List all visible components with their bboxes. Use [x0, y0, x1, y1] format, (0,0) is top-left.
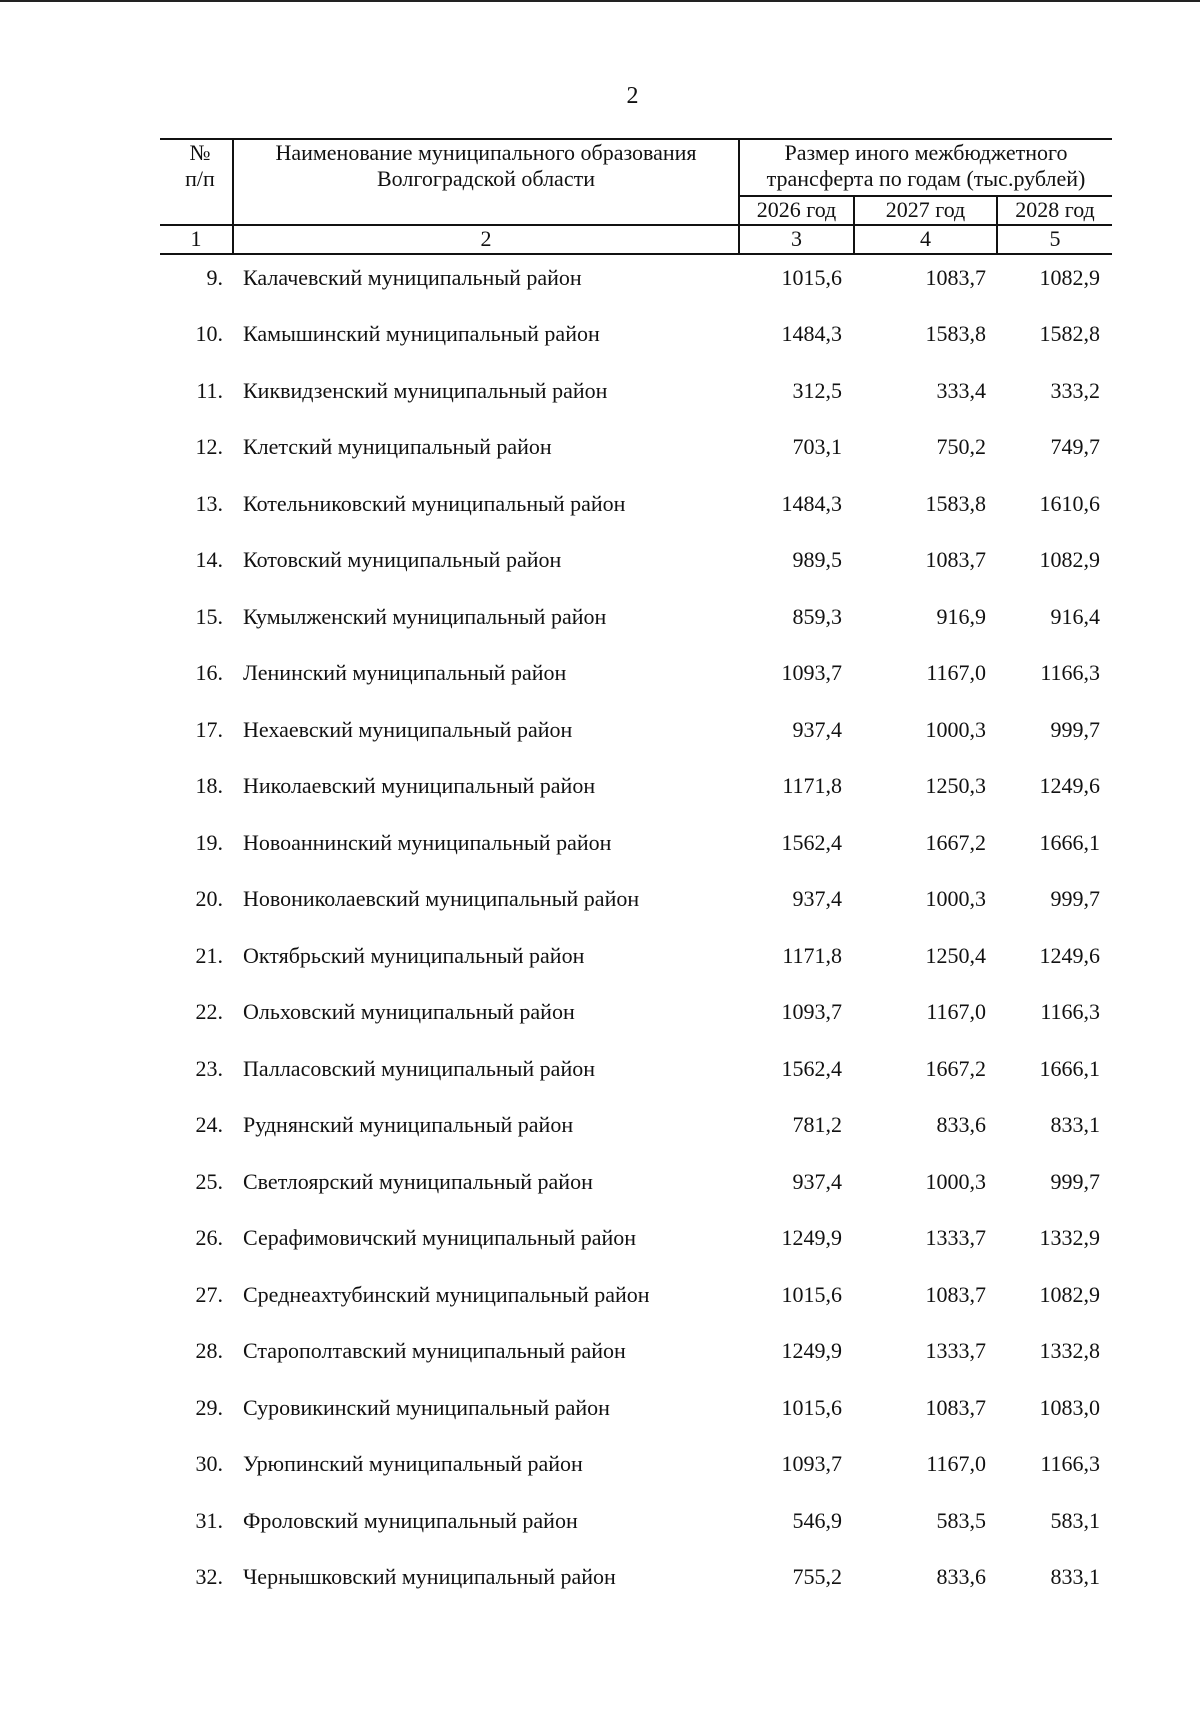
value-2027: 1167,0 [926, 1451, 986, 1476]
table-row [0, 1056, 1200, 1096]
value-2026: 703,1 [792, 434, 842, 459]
row-number: 12. [195, 434, 223, 459]
row-number: 31. [195, 1508, 223, 1533]
municipality-name: Киквидзенский муниципальный район [243, 378, 608, 403]
value-2027: 1667,2 [925, 830, 986, 855]
value-2026: 1171,8 [782, 773, 842, 798]
value-2026: 312,5 [792, 378, 842, 403]
value-2027: 1167,0 [926, 660, 986, 685]
value-2028: 1332,8 [1039, 1338, 1100, 1363]
index-row-bottom-border [160, 253, 1112, 255]
value-2026: 1484,3 [781, 321, 842, 346]
value-2028: 1166,3 [1040, 660, 1100, 685]
value-2026: 1093,7 [781, 1451, 842, 1476]
value-2027: 1000,3 [925, 717, 986, 742]
value-2027: 1000,3 [925, 886, 986, 911]
header-col-num [175, 140, 225, 192]
value-2027: 1083,7 [925, 547, 986, 572]
municipality-name: Камышинский муниципальный район [243, 321, 600, 346]
value-2026: 1562,4 [781, 830, 842, 855]
table-row [0, 1112, 1200, 1152]
value-2028: 999,7 [1050, 1169, 1100, 1194]
value-2027: 1583,8 [925, 321, 986, 346]
header-col-num-line2: п/п [185, 166, 215, 191]
table-row [0, 547, 1200, 587]
value-2027: 833,6 [936, 1112, 986, 1137]
value-2028: 1332,9 [1039, 1225, 1100, 1250]
value-2027: 1250,3 [925, 773, 986, 798]
value-2028: 833,1 [1050, 1564, 1100, 1589]
value-2028: 1249,6 [1039, 773, 1100, 798]
value-2026: 937,4 [792, 1169, 842, 1194]
value-2028: 749,7 [1050, 434, 1100, 459]
value-2026: 781,2 [792, 1112, 842, 1137]
municipality-name: Суровикинский муниципальный район [243, 1395, 610, 1420]
municipality-name: Чернышковский муниципальный район [243, 1564, 616, 1589]
municipality-name: Октябрьский муниципальный район [243, 943, 585, 968]
table-row [0, 378, 1200, 418]
row-number: 9. [206, 265, 223, 290]
value-2026: 937,4 [792, 886, 842, 911]
index-col-2: 2 [480, 226, 492, 251]
municipality-name: Серафимовичский муниципальный район [243, 1225, 637, 1250]
municipality-name: Урюпинский муниципальный район [243, 1451, 583, 1476]
row-number: 16. [195, 660, 223, 685]
value-2027: 1083,7 [925, 1395, 986, 1420]
table-row [0, 434, 1200, 474]
table-row [0, 1395, 1200, 1435]
header-col-transfer-line1: Размер иного межбюджетного [784, 140, 1068, 165]
table-row [0, 886, 1200, 926]
value-2027: 1000,3 [925, 1169, 986, 1194]
row-number: 22. [195, 999, 223, 1024]
row-number: 23. [195, 1056, 223, 1081]
index-col-1: 1 [190, 226, 202, 251]
municipality-name: Ольховский муниципальный район [243, 999, 575, 1024]
row-number: 24. [195, 1112, 223, 1137]
value-2028: 1666,1 [1039, 830, 1100, 855]
table-row [0, 660, 1200, 700]
value-2027: 1333,7 [925, 1338, 986, 1363]
municipality-name: Среднеахтубинский муниципальный район [243, 1282, 650, 1307]
municipality-name: Котельниковский муниципальный район [243, 491, 626, 516]
value-2028: 916,4 [1050, 604, 1100, 629]
row-number: 13. [195, 491, 223, 516]
value-2028: 833,1 [1050, 1112, 1100, 1137]
header-col-name [238, 140, 734, 192]
value-2027: 1333,7 [925, 1225, 986, 1250]
value-2028: 1582,8 [1039, 321, 1100, 346]
table-row [0, 999, 1200, 1039]
value-2028: 999,7 [1050, 717, 1100, 742]
row-number: 21. [195, 943, 223, 968]
table-row [0, 1169, 1200, 1209]
table-row [0, 491, 1200, 531]
value-2028: 1082,9 [1039, 1282, 1100, 1307]
table-row [0, 773, 1200, 813]
index-col-5: 5 [1049, 226, 1061, 251]
row-number: 32. [195, 1564, 223, 1589]
municipality-name: Фроловский муниципальный район [243, 1508, 578, 1533]
row-number: 27. [195, 1282, 223, 1307]
table-row [0, 1451, 1200, 1491]
municipality-name: Палласовский муниципальный район [243, 1056, 595, 1081]
municipality-name: Светлоярский муниципальный район [243, 1169, 593, 1194]
row-number: 30. [195, 1451, 223, 1476]
row-number: 26. [195, 1225, 223, 1250]
row-number: 18. [195, 773, 223, 798]
value-2027: 1250,4 [925, 943, 986, 968]
row-number: 20. [195, 886, 223, 911]
page-number: 2 [626, 83, 639, 109]
table-row [0, 717, 1200, 757]
municipality-name: Котовский муниципальный район [243, 547, 562, 572]
value-2026: 755,2 [792, 1564, 842, 1589]
value-2026: 1015,6 [781, 265, 842, 290]
table-row [0, 1282, 1200, 1322]
table-row [0, 1338, 1200, 1378]
value-2026: 1171,8 [782, 943, 842, 968]
value-2026: 1249,9 [781, 1225, 842, 1250]
municipality-name: Ленинский муниципальный район [243, 660, 567, 685]
table-row [0, 321, 1200, 361]
value-2028: 1082,9 [1039, 547, 1100, 572]
header-year-2026: 2026 год [756, 197, 837, 222]
row-number: 19. [195, 830, 223, 855]
table-row [0, 943, 1200, 983]
value-2028: 1166,3 [1040, 1451, 1100, 1476]
municipality-name: Клетский муниципальный район [243, 434, 552, 459]
value-2027: 916,9 [936, 604, 986, 629]
value-2026: 989,5 [792, 547, 842, 572]
header-col-num-line1: № [189, 140, 211, 165]
header-year-2028: 2028 год [1015, 197, 1095, 222]
row-number: 10. [195, 321, 223, 346]
value-2028: 1083,0 [1039, 1395, 1100, 1420]
row-number: 28. [195, 1338, 223, 1363]
value-2026: 1015,6 [781, 1395, 842, 1420]
table-row [0, 265, 1200, 305]
scan-edge-line [0, 0, 1200, 2]
header-year-2027: 2027 год [885, 197, 966, 222]
row-number: 29. [195, 1395, 223, 1420]
value-2027: 333,4 [936, 378, 986, 403]
table-row [0, 1508, 1200, 1548]
municipality-name: Новоаннинский муниципальный район [243, 830, 612, 855]
value-2027: 1583,8 [925, 491, 986, 516]
value-2027: 750,2 [936, 434, 986, 459]
value-2027: 1083,7 [925, 265, 986, 290]
municipality-name: Николаевский муниципальный район [243, 773, 596, 798]
row-number: 14. [195, 547, 223, 572]
row-number: 25. [195, 1169, 223, 1194]
index-col-3: 3 [791, 226, 802, 251]
value-2027: 833,6 [936, 1564, 986, 1589]
header-col-transfer [740, 140, 1112, 192]
value-2026: 1562,4 [781, 1056, 842, 1081]
value-2028: 1666,1 [1039, 1056, 1100, 1081]
municipality-name: Кумылженский муниципальный район [243, 604, 607, 629]
value-2028: 1166,3 [1040, 999, 1100, 1024]
value-2026: 1249,9 [781, 1338, 842, 1363]
value-2026: 1484,3 [781, 491, 842, 516]
municipality-name: Новониколаевский муниципальный район [243, 886, 640, 911]
value-2026: 859,3 [792, 604, 842, 629]
value-2027: 1083,7 [925, 1282, 986, 1307]
table-row [0, 1564, 1200, 1604]
value-2028: 999,7 [1050, 886, 1100, 911]
value-2028: 1082,9 [1039, 265, 1100, 290]
value-2026: 1093,7 [781, 660, 842, 685]
value-2027: 583,5 [936, 1508, 986, 1533]
row-number: 11. [196, 378, 223, 403]
row-number: 15. [195, 604, 223, 629]
table-row [0, 604, 1200, 644]
table-row [0, 830, 1200, 870]
municipality-name: Нехаевский муниципальный район [243, 717, 573, 742]
value-2028: 1249,6 [1039, 943, 1100, 968]
municipality-name: Руднянский муниципальный район [243, 1112, 574, 1137]
municipality-name: Калачевский муниципальный район [243, 265, 582, 290]
header-col-transfer-line2: трансферта по годам (тыс.рублей) [766, 166, 1086, 191]
table-row [0, 1225, 1200, 1265]
value-2028: 333,2 [1050, 378, 1100, 403]
header-col-name-line1: Наименование муниципального образования [275, 140, 697, 165]
value-2026: 1093,7 [781, 999, 842, 1024]
row-number: 17. [195, 717, 223, 742]
value-2026: 546,9 [792, 1508, 842, 1533]
index-col-4: 4 [920, 226, 931, 251]
value-2028: 583,1 [1050, 1508, 1100, 1533]
value-2026: 1015,6 [781, 1282, 842, 1307]
value-2027: 1167,0 [926, 999, 986, 1024]
header-col-name-line2: Волгоградской области [377, 166, 595, 191]
value-2026: 937,4 [792, 717, 842, 742]
municipality-name: Старополтавский муниципальный район [243, 1338, 626, 1363]
value-2027: 1667,2 [925, 1056, 986, 1081]
value-2028: 1610,6 [1039, 491, 1100, 516]
